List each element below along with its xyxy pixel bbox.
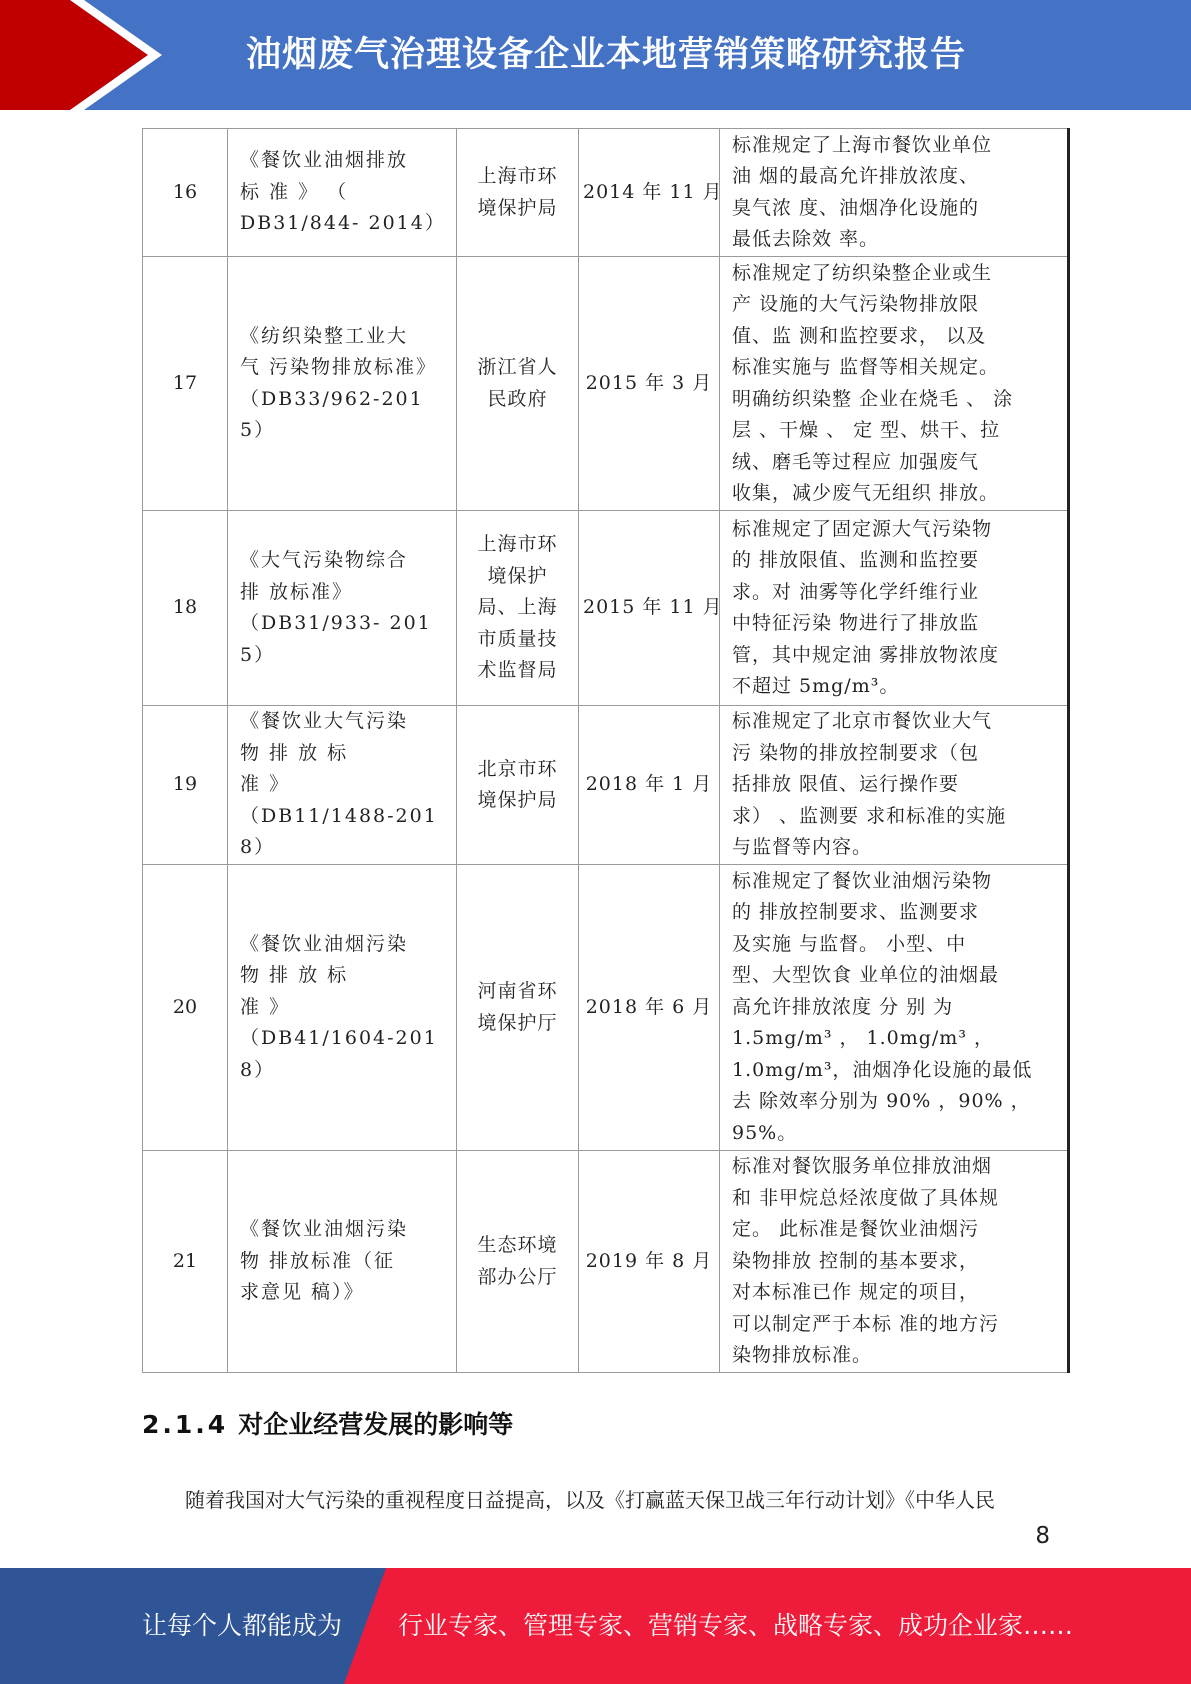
description-line: 型、大型饮食 业单位的油烟最 <box>732 964 1000 987</box>
table-row <box>143 129 1069 257</box>
issuing-body-line: 境保护局 <box>477 196 558 219</box>
issuing-body-line: 境保护局 <box>477 789 558 811</box>
section-heading <box>142 1405 513 1445</box>
description-cell <box>720 1151 1069 1373</box>
standard-name-line: 准 》 <box>240 773 291 796</box>
description-line: 高允许排放浓度 分 别 为 <box>732 995 954 1018</box>
description-line: 染物排放标准。 <box>732 1344 873 1367</box>
description-line: 最低去除效 率。 <box>732 228 880 250</box>
description-line: 管，其中规定油 雾排放物浓度 <box>732 643 1000 666</box>
issuing-body-line: 北京市环 <box>477 757 558 780</box>
standard-name-cell <box>228 129 457 257</box>
description-line: 1.0mg/m³，油烟净化设施的最低 <box>732 1058 1033 1081</box>
page-number: 8 <box>1035 1523 1050 1549</box>
description-line: 95%。 <box>732 1121 798 1144</box>
standard-name-line: 《餐饮业油烟污染 <box>240 1218 409 1241</box>
issuing-body-line: 境保护厅 <box>477 1011 558 1034</box>
description-line: 染物排放 控制的基本要求， <box>732 1249 980 1272</box>
description-line: 标准规定了固定源大气污染物 <box>732 517 993 540</box>
description-line: 及实施 与监督。 小型、中 <box>732 932 967 955</box>
table-row <box>143 511 1069 706</box>
standard-name-line: （DB33/962-2015） <box>240 387 424 441</box>
description-line: 不超过 5mg/m³。 <box>732 675 900 697</box>
description-line: 与监督等内容。 <box>732 836 873 859</box>
description-line: 污 染物的排放控制要求（包 <box>732 741 980 764</box>
description-line: 层 、干燥 、 定 型、烘干、拉 <box>732 419 1001 441</box>
description-line: 定。 此标准是餐饮业油烟污 <box>732 1218 980 1241</box>
description-line: 标准实施与 监督等相关规定。 <box>732 356 1000 378</box>
description-line: 值、监 测和监控要求， 以及 <box>732 324 987 347</box>
standard-name-cell <box>228 706 457 865</box>
issuing-body-cell <box>457 129 579 257</box>
issuing-body-line: 民政府 <box>487 387 548 410</box>
issuing-body-cell <box>457 1151 579 1373</box>
issue-date: 2018 年 6 月 <box>579 865 720 1151</box>
description-line: 标准规定了餐饮业油烟污染物 <box>732 869 993 892</box>
standard-name-line: 物 排放标准（征 <box>240 1249 396 1272</box>
issuing-body-line: 浙江省人 <box>477 356 558 378</box>
issuing-body-cell <box>457 865 579 1151</box>
issuing-body-cell <box>457 511 579 706</box>
table-row <box>143 1151 1069 1373</box>
section-number: 2.1.4 <box>142 1410 229 1439</box>
description-line: 的 排放限值、监测和监控要 <box>732 549 980 571</box>
page-header <box>0 0 1191 110</box>
standard-name-line: 气 污染物排放标准》 <box>240 356 438 378</box>
description-line: 绒、磨毛等过程应 加强废气 <box>732 450 980 473</box>
standard-name-line: 排 放标准》 <box>240 580 354 603</box>
description-line: 标准规定了北京市餐饮业大气 <box>732 710 993 733</box>
issuing-body-line: 局、上海 <box>477 596 558 619</box>
footer-slogan-left: 让每个人都能成为 <box>142 1611 343 1640</box>
document-title: 油烟废气治理设备企业本地营销策略研究报告 <box>246 35 967 75</box>
description-line: 求。对 油雾等化学纤维行业 <box>732 580 980 603</box>
description-line: 的 排放控制要求、监测要求 <box>732 901 980 924</box>
row-number: 19 <box>143 706 228 865</box>
page-footer <box>0 1568 1191 1684</box>
description-line: 标准对餐饮服务单位排放油烟 <box>732 1155 993 1178</box>
standard-name-line: （DB31/933- 2015） <box>240 612 432 666</box>
row-number: 16 <box>143 129 228 257</box>
issuing-body-line: 上海市环 <box>477 165 558 187</box>
body-paragraph: 随着我国对大气污染的重视程度日益提高，以及《打赢蓝天保卫战三年行动计划》《中华人民 <box>185 1488 995 1512</box>
description-cell <box>720 257 1069 511</box>
standard-name-line: 《餐饮业大气污染 <box>240 710 409 733</box>
description-cell <box>720 511 1069 706</box>
issuing-body-cell <box>457 706 579 865</box>
issuing-body-line: 术监督局 <box>477 659 558 682</box>
issuing-body-line: 部办公厅 <box>477 1265 558 1288</box>
description-line: 油 烟的最高允许排放浓度、 <box>732 165 980 187</box>
issue-date: 2014 年 11 月 <box>579 129 720 257</box>
description-line: 明确纺织染整 企业在烧毛 、 涂 <box>732 387 1014 410</box>
standard-name-line: （DB11/1488-2018） <box>240 804 438 859</box>
standard-name-line: 《纺织染整工业大 <box>240 324 409 347</box>
standard-name-line: 《餐饮业油烟污染 <box>240 932 409 955</box>
description-line: 收集，减少废气无组织 排放。 <box>732 482 1000 504</box>
row-number: 21 <box>143 1151 228 1373</box>
description-line: 1.5mg/m³ ， 1.0mg/m³ ， <box>732 1027 994 1050</box>
standard-name-line: 《大气污染物综合 <box>240 549 409 571</box>
description-line: 求） 、监测要 求和标准的实施 <box>732 804 1007 827</box>
row-number: 17 <box>143 257 228 511</box>
row-number: 18 <box>143 511 228 706</box>
description-line: 标准规定了纺织染整企业或生 <box>732 261 993 284</box>
issue-date: 2015 年 11 月 <box>579 511 720 706</box>
description-line: 和 非甲烷总烃浓度做了具体规 <box>732 1186 1000 1209</box>
issuing-body-line: 市质量技 <box>477 627 558 650</box>
description-line: 产 设施的大气污染物排放限 <box>732 293 980 315</box>
standards-table <box>142 128 1070 1373</box>
issuing-body-cell <box>457 257 579 511</box>
standard-name-cell <box>228 1151 457 1373</box>
issuing-body-line: 境保护 <box>487 564 548 587</box>
standard-name-cell <box>228 257 457 511</box>
standard-name-line: 《餐饮业油烟排放 <box>240 149 409 172</box>
table-row <box>143 257 1069 511</box>
description-line: 中特征污染 物进行了排放监 <box>732 612 980 634</box>
description-line: 括排放 限值、运行操作要 <box>732 773 960 796</box>
standard-name-line: 标 准 》 （ <box>240 180 349 203</box>
issuing-body-line: 河南省环 <box>477 980 558 1002</box>
description-cell <box>720 706 1069 865</box>
standard-name-cell <box>228 511 457 706</box>
description-cell <box>720 865 1069 1151</box>
description-line: 去 除效率分别为 90% ，90% ， <box>732 1090 1031 1113</box>
issuing-body-line: 生态环境 <box>477 1234 558 1256</box>
standard-name-cell <box>228 865 457 1151</box>
description-line: 标准规定了上海市餐饮业单位 <box>732 133 993 156</box>
issue-date: 2015 年 3 月 <box>579 257 720 511</box>
description-cell <box>720 129 1069 257</box>
issue-date: 2019 年 8 月 <box>579 1151 720 1373</box>
footer-slogan-right: 行业专家、管理专家、营销专家、战略专家、成功企业家…… <box>398 1611 1074 1640</box>
standard-name-line: 物 排 放 标 <box>240 741 349 764</box>
standards-table-body <box>143 129 1069 1373</box>
issuing-body-line: 上海市环 <box>477 533 558 556</box>
table-row <box>143 706 1069 865</box>
issue-date: 2018 年 1 月 <box>579 706 720 865</box>
standard-name-line: 物 排 放 标 <box>240 964 349 987</box>
row-number: 20 <box>143 865 228 1151</box>
standard-name-line: （DB41/1604-2018） <box>240 1027 438 1081</box>
description-line: 对本标准已作 规定的项目， <box>732 1281 980 1304</box>
standard-name-line: 准 》 <box>240 995 291 1018</box>
standard-name-line: 求意见 稿）》 <box>240 1281 365 1304</box>
table-row <box>143 865 1069 1151</box>
standard-name-line: DB31/844- 2014） <box>240 212 446 235</box>
description-line: 臭气浓 度、油烟净化设施的 <box>732 196 980 219</box>
description-line: 可以制定严于本标 准的地方污 <box>732 1312 1000 1335</box>
section-title: 对企业经营发展的影响等 <box>238 1410 514 1439</box>
